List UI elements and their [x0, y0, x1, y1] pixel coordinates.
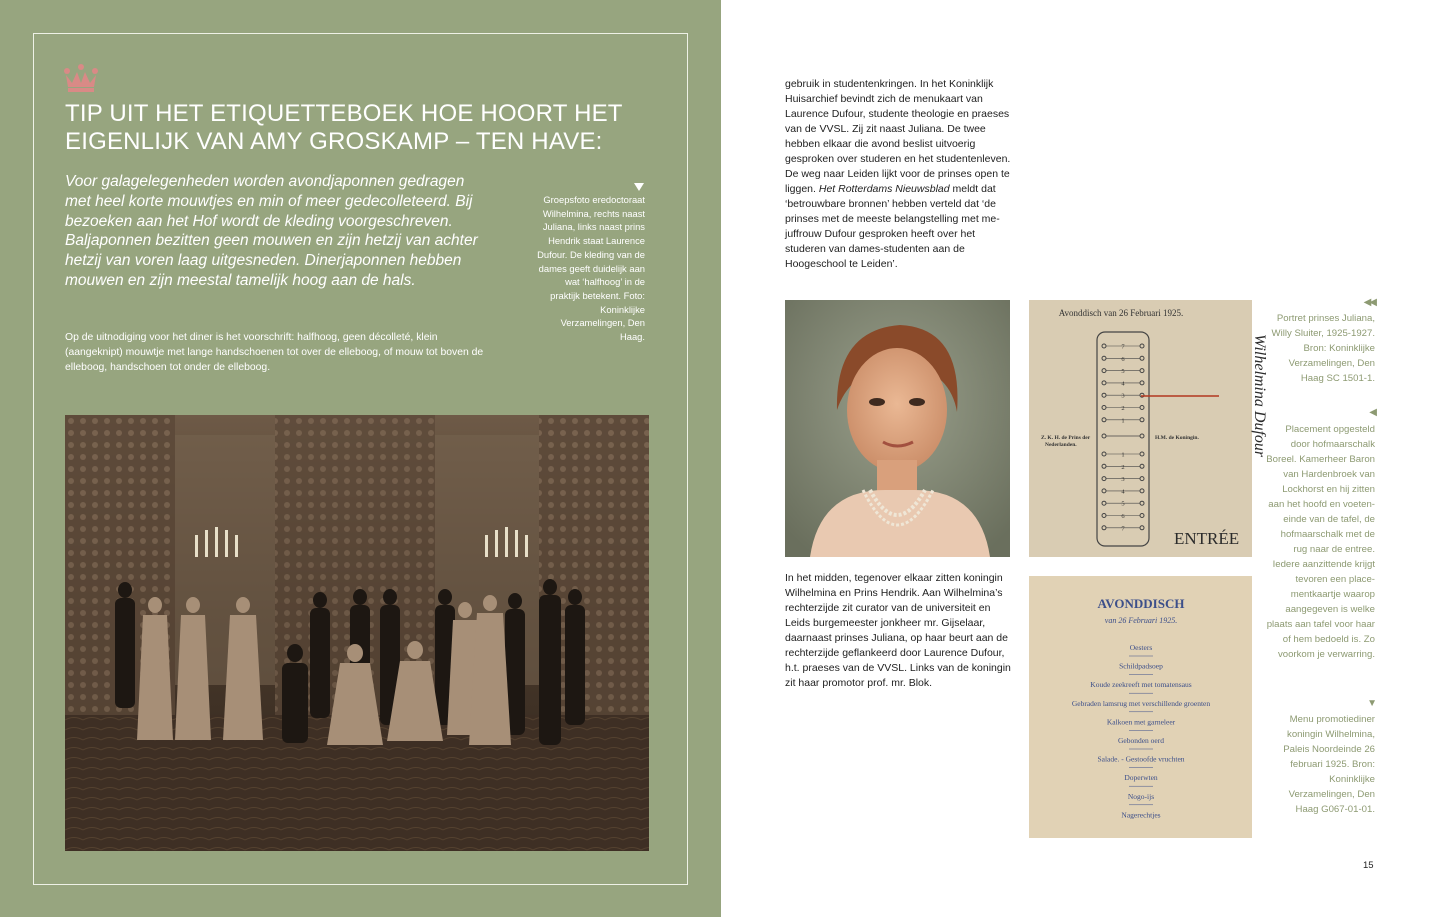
- placement-title: Avonddisch van 26 Februari 1925.: [1058, 308, 1184, 318]
- menu-item: Oesters: [1129, 643, 1153, 652]
- menu-item: Gebonden oerd: [1117, 736, 1165, 745]
- crown-icon: [63, 63, 99, 93]
- seat-marker: [1102, 501, 1106, 505]
- page-headline: [65, 100, 665, 156]
- body-text-italic: Het Rotterdams Nieuwsblad: [818, 183, 950, 195]
- seat-marker: [1102, 418, 1106, 422]
- seat-number: 4: [1121, 488, 1125, 496]
- menu-item: Koude zeekreeft met tomatensaus: [1090, 680, 1192, 690]
- seat-number: 7: [1121, 343, 1125, 351]
- placement-entree: ENTRÉE: [1174, 529, 1240, 548]
- menu-title: AVONDDISCH: [1097, 596, 1185, 611]
- seat-marker: [1140, 514, 1144, 518]
- body-text-part-2: meldt dat ‘betrouwbare bronnen’ hebben verteld dat ‘de prinses met de meeste belangstelling met mejuffrouw Dufour gesproken heeft over het studeren van dames-studenten aan de Hoogeschool te Leiden’.: [785, 183, 1000, 270]
- seat-number: 2: [1121, 405, 1125, 412]
- menu-item: Salade. - Gestoofde vruchten: [1097, 754, 1185, 764]
- placement-card: [1029, 300, 1268, 557]
- placement-left-label-2: Nederlanden.: [1045, 442, 1077, 448]
- seat-marker: [1102, 369, 1106, 373]
- seat-marker: [1102, 452, 1106, 456]
- seat-number: 5: [1121, 500, 1125, 508]
- menu-card-content: [1029, 576, 1252, 838]
- seat-marker: [1140, 464, 1144, 468]
- seat-marker: [1140, 406, 1144, 410]
- placement-diagram: [1029, 300, 1268, 557]
- triangle-down-icon: ▼: [1367, 698, 1375, 709]
- seat-marker: [1140, 369, 1144, 373]
- seat-marker: [1102, 526, 1106, 530]
- placement-right-label: H.M. de Koningin.: [1155, 435, 1199, 441]
- seat-marker: [1102, 464, 1106, 468]
- body-text: [785, 77, 1015, 272]
- page-number: 15: [1363, 860, 1374, 871]
- menu-item: Nogo-ijs: [1127, 791, 1155, 801]
- invitation-paragraph: Op de uitnodiging voor het diner is het voorschrift: halfhoog, geen décolleté, klein (aangeknipt) mouwtje met lange handschoenen tot over de elleboog, of mouw tot boven de elleboog, handschoen tot onder de elleboog.: [65, 332, 484, 373]
- group-photo-caption: Groepsfoto eredoctoraat Wilhelmina, rechts naast Juliana, links naast prins Hendrik staat Laurence Dufour. De kleding van de dames geeft duidelijk aan wat ‘halfhoog’ in de praktijk betekent. Foto: Koninklijke Verzamelingen, Den Haag.: [537, 194, 645, 343]
- seat-number: 1: [1121, 451, 1125, 459]
- seat-number: 1: [1121, 417, 1125, 425]
- menu-date: van 26 Februari 1925.: [1104, 616, 1178, 625]
- seat-marker: [1102, 489, 1106, 493]
- placement-caption: Placement opgesteld door hofmaarschalk Boreel. Kamerheer Baron van Hardenbroek van Lockhorst en hij zitten aan het hoofd en voeteneinde van de tafel, de hofmaarschalk met de rug naar de entree. Iedere aanzittende krijgt tevoren een placementkaartje waarop aangegeven is welke plaats aan tafel voor haar of hem bedoeld is. Zo voorkom je verwarring.: [1266, 424, 1375, 660]
- placement-seats-bottom: [1102, 452, 1144, 533]
- group-photo: [65, 415, 649, 851]
- seat-marker: [1140, 418, 1144, 422]
- portrait-caption: Portret prinses Juliana, Willy Sluiter, 1925-1927. Bron: Koninklijke Verzamelingen, Den Haag SC 1501-1.: [1271, 313, 1375, 384]
- seat-marker: [1102, 406, 1106, 410]
- seat-marker: [1102, 393, 1106, 397]
- seat-marker: [1140, 356, 1144, 360]
- seat-number: 7: [1121, 525, 1125, 533]
- menu-item: Gebraden lamsrug met verschillende groenten: [1071, 698, 1211, 708]
- seat-number: 5: [1121, 368, 1125, 376]
- triangle-left-icon: ◀: [1369, 407, 1375, 418]
- seat-number: 4: [1121, 380, 1125, 388]
- intro-paragraph: Voor galagelegenheden worden avondjaponnen gedragen met heel korte mouwtjes en min of meer gedecolleteerd. Bij bezoeken aan het Hof wordt de kleding voorgeschreven. Baljaponnen bezitten geen mouwen en zijn hetzij van achter hetzij van voren laag uitgesneden. Dinerjaponnen hebben mouwen en zijn meestal tamelijk hoog aan de hals.: [65, 173, 478, 289]
- seat-number: 6: [1121, 355, 1125, 363]
- seat-marker: [1140, 477, 1144, 481]
- menu-caption: Menu promotiediner koningin Wilhelmina, Paleis Noordeinde 26 februari 1925. Bron: Koninklijke Verzamelingen, Den Haag G067-01-01.: [1283, 714, 1375, 815]
- seat-marker: [1102, 477, 1106, 481]
- seat-marker: [1140, 344, 1144, 348]
- headline-line-2: EIGENLIJK VAN AMY GROSKAMP – TEN HAVE:: [65, 128, 603, 155]
- portrait-description: In het midden, tegenover elkaar zitten koningin Wilhelmina en Prins Hendrik. Aan Wilhelmina’s rechterzijde zit curator van de universiteit en Leids burgemeester jonkheer mr. Gijselaar, daarnaast prinses Juliana, op haar beurt aan de rechterzijde geflankeerd door Laurence Dufour, h.t. praeses van de VVSL. Links van de koningin zit haar promotor prof. mr. Blok.: [785, 572, 1011, 689]
- portrait-juliana: [785, 300, 1010, 557]
- menu-item: Nagerechtjes: [1121, 810, 1161, 820]
- body-text-part-1: gebruik in studentenkringen. In het Koninklijk Huisarchief bevindt zich de menukaart van Laurence Dufour, studente theologie en praeses van de VVSL. Zij zit naast Juliana. De twee hebben elkaar die avond beslist uitvoerig gesproken over studeren en het studentenleven. De weg naar Leiden lijkt voor de prinses open te liggen.: [785, 78, 1011, 195]
- seat-marker: [1102, 344, 1106, 348]
- seat-number: 3: [1121, 476, 1125, 484]
- seat-marker: [1140, 501, 1144, 505]
- seat-marker: [1102, 356, 1106, 360]
- menu-item: Doperwten: [1124, 773, 1158, 783]
- triangle-down-icon: [634, 183, 644, 191]
- menu-item: Kalkoen met garneleer: [1106, 717, 1176, 727]
- headline-line-1: TIP UIT HET ETIQUETTEBOEK HOE HOORT HET: [65, 100, 623, 127]
- seat-number: 3: [1121, 392, 1125, 400]
- menu-items: [1072, 643, 1211, 819]
- seat-number: 2: [1121, 463, 1125, 471]
- seat-number: 6: [1121, 513, 1125, 520]
- seat-marker: [1102, 381, 1106, 385]
- triangle-left-icon: ◀◀: [1363, 297, 1375, 308]
- placement-signature: Wilhelmina Dufour: [1251, 334, 1268, 458]
- placement-left-label-1: Z. K. H. de Prins der: [1041, 435, 1091, 441]
- menu-card: [1029, 576, 1252, 838]
- seat-marker: [1140, 526, 1144, 530]
- seat-marker: [1140, 452, 1144, 456]
- seat-marker: [1102, 514, 1106, 518]
- seat-marker: [1140, 489, 1144, 493]
- menu-item: Schildpadsoep: [1119, 661, 1163, 671]
- placement-seats-top: [1102, 344, 1144, 425]
- seat-marker: [1140, 381, 1144, 385]
